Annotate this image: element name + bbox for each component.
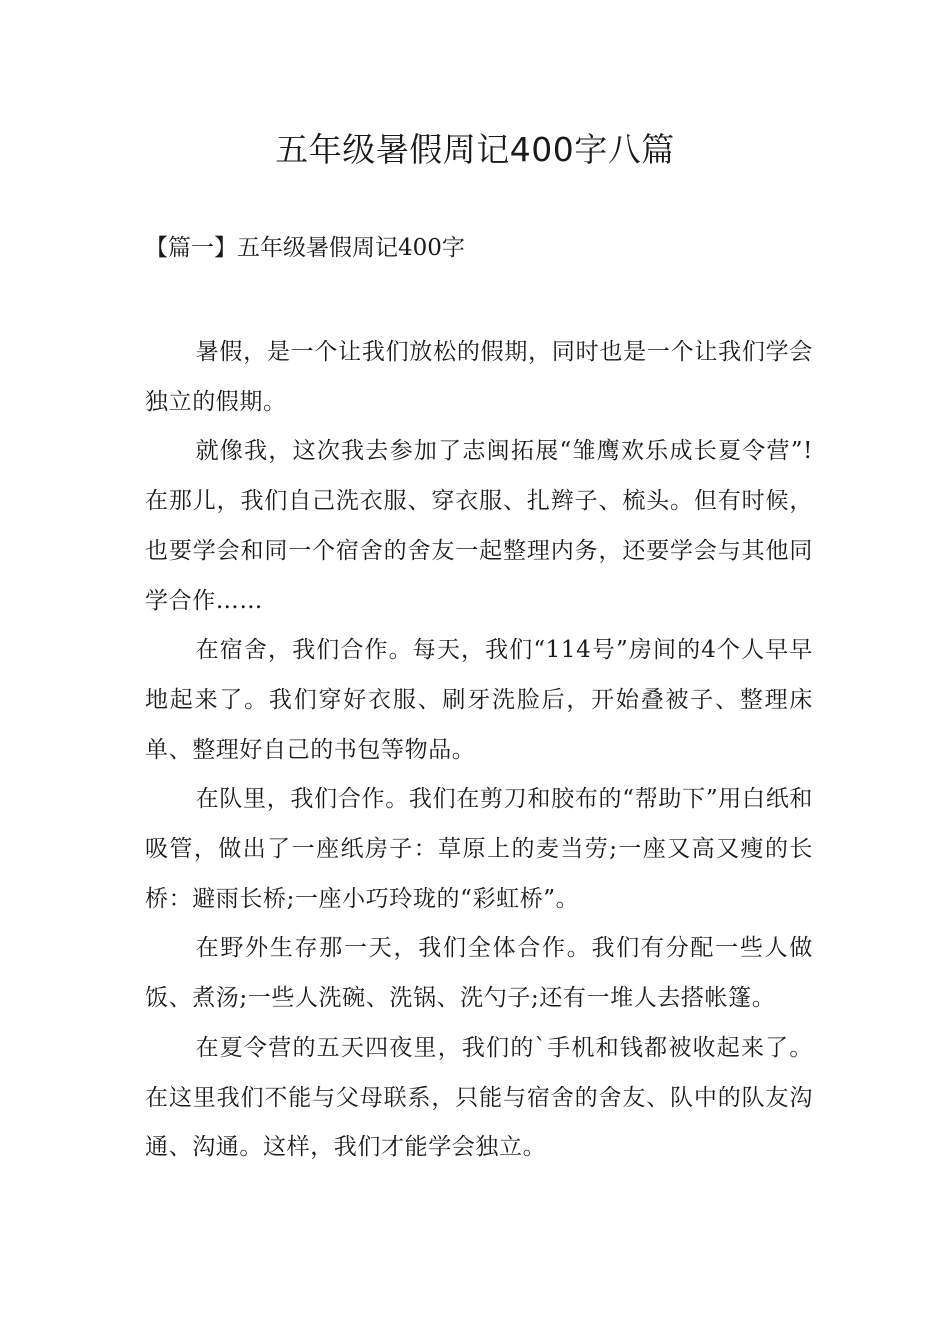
paragraph: 暑假，是一个让我们放松的假期，同时也是一个让我们学会独立的假期。: [145, 339, 813, 415]
paragraph: 在夏令营的五天四夜里，我们的`手机和钱都被收起来了。在这里我们不能与父母联系，只能与宿舍的舍友、队中的队友沟通、沟通。这样，我们才能学会独立。: [145, 1034, 813, 1161]
paragraph: 就像我，这次我去参加了志闽拓展“雏鹰欢乐成长夏令营”!在那儿，我们自己洗衣服、穿衣服、扎辫子、梳头。但有时候，也要学会和同一个宿舍的舍友一起整理内务，还要学会与其他同学合作……: [145, 438, 813, 614]
paragraph: 在野外生存那一天，我们全体合作。我们有分配一些人做饭、煮汤;一些人洗碗、洗锅、洗勺子;还有一堆人去搭帐篷。: [145, 935, 813, 1012]
article-body: [145, 328, 813, 1173]
paragraph: 在队里，我们合作。我们在剪刀和胶布的“帮助下”用白纸和吸管，做出了一座纸房子：草原上的麦当劳;一座又高又瘦的长桥：避雨长桥;一座小巧玲珑的“彩虹桥”。: [145, 786, 813, 912]
document-title: 五年级暑假周记400字八篇: [275, 130, 675, 169]
section-heading: 【篇一】五年级暑假周记400字: [145, 235, 465, 261]
paragraph: 在宿舍，我们合作。每天，我们“114号”房间的4个人早早地起来了。我们穿好衣服、刷牙洗脸后，开始叠被子、整理床单、整理好自己的书包等物品。: [145, 637, 813, 763]
